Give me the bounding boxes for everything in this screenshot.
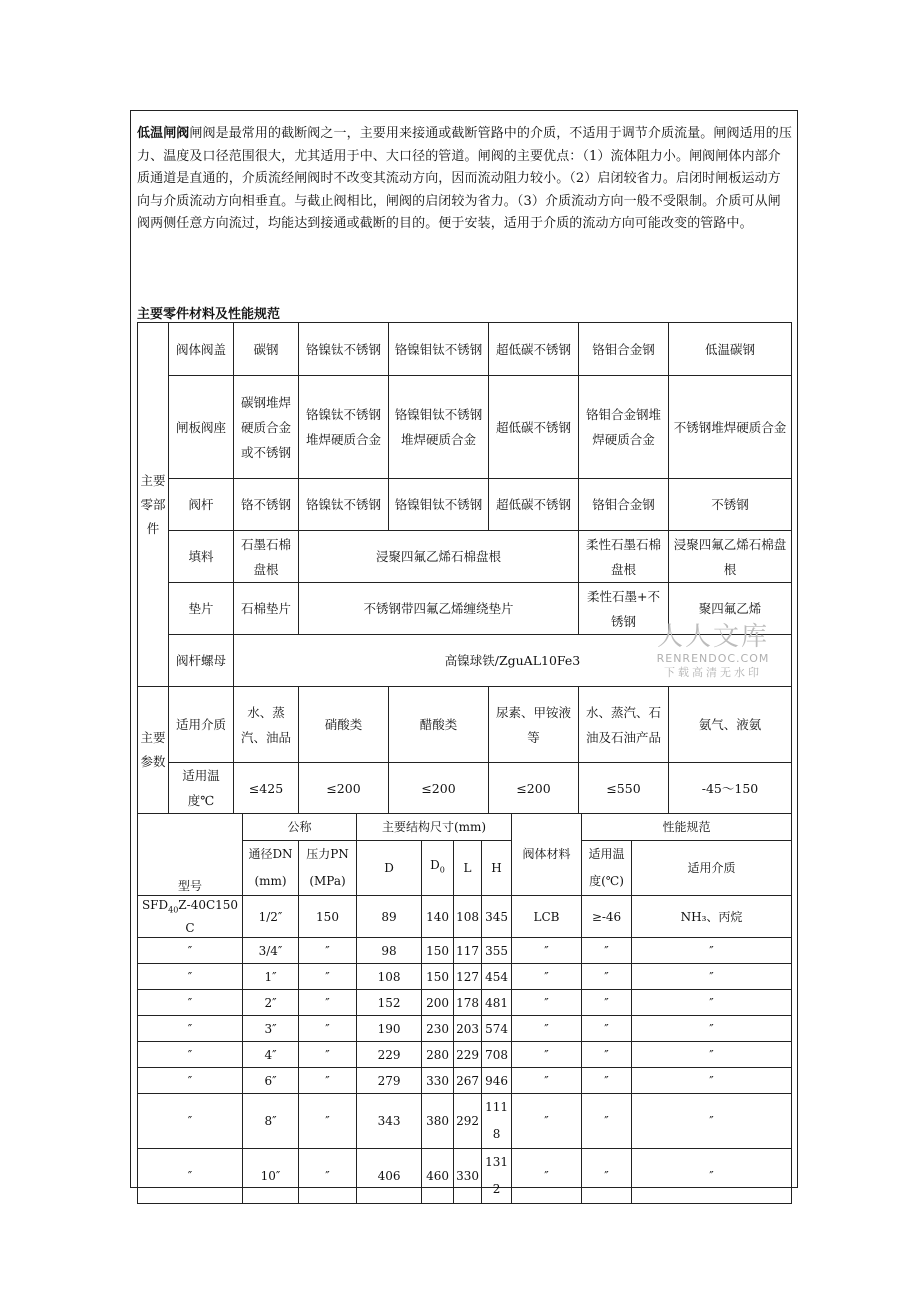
body-cell: ″ <box>512 938 582 964</box>
material-cell: 铬钼合金钢 <box>579 323 669 376</box>
material-cell: 柔性石墨+不锈钢 <box>579 583 669 635</box>
model-cell: ″ <box>138 990 243 1016</box>
material-cell: 碳钢 <box>234 323 299 376</box>
l-cell: 229 <box>454 1042 482 1068</box>
dn-cell: 1″ <box>243 964 299 990</box>
table-row <box>138 1149 792 1204</box>
material-cell: 不锈钢 <box>669 479 792 531</box>
medium-cell: ″ <box>632 938 792 964</box>
header-model <box>138 814 243 896</box>
pn-cell: ″ <box>299 1016 357 1042</box>
body-cell: LCB <box>512 896 582 938</box>
watermark-title: 人人文库 <box>656 622 769 652</box>
header-h: H <box>482 841 512 896</box>
model-cell: ″ <box>138 1016 243 1042</box>
body-cell: ″ <box>512 990 582 1016</box>
d0-cell: 330 <box>422 1068 454 1094</box>
material-cell: 铬镍钼钛不锈钢 <box>389 323 489 376</box>
param-label: 适用介质 <box>169 687 234 763</box>
material-cell: 铬镍钛不锈钢堆焊硬质合金 <box>299 376 389 479</box>
intro-text: 闸阀是最常用的截断阀之一，主要用来接通或截断管路中的介质，不适用于调节介质流量。闸阀适用的压力、温度及口径范围很大，尤其适用于中、大口径的管道。闸阀的主要优点：（1）流体阻力小。闸阀闸体内部介质通道是直通的，介质流经闸阀时不改变其流动方向，因而流动阻力较小。（2）启闭较省力。启闭时闸板运动方向与介质流动方向相垂直。与截止阀相比，闸阀的启闭较为省力。（3）介质流动方向一般不受限制。介质可从闸阀两侧任意方向流过，均能达到接通或截断的目的。便于安装，适用于介质的流动方向可能改变的管路中。 <box>137 126 793 232</box>
material-cell: 柔性石墨石棉盘根 <box>579 531 669 583</box>
body-cell: ″ <box>512 964 582 990</box>
l-cell: 117 <box>454 938 482 964</box>
intro-paragraph <box>137 123 792 236</box>
table-row <box>138 1016 792 1042</box>
material-cell: 铬镍钼钛不锈钢堆焊硬质合金 <box>389 376 489 479</box>
header-l: L <box>454 841 482 896</box>
pn-cell: ″ <box>299 964 357 990</box>
param-cell: 硝酸类 <box>299 687 389 763</box>
dn-cell: 4″ <box>243 1042 299 1068</box>
table-row <box>138 1068 792 1094</box>
material-cell: 不锈钢堆焊硬质合金 <box>669 376 792 479</box>
body-cell: ″ <box>512 1094 582 1149</box>
param-cell: -45～150 <box>669 763 792 814</box>
header-dn: 通径DN(mm) <box>243 841 299 896</box>
watermark-slogan: 下载高清无水印 <box>664 666 762 679</box>
model-sub: 40 <box>168 905 179 915</box>
d0-cell: 200 <box>422 990 454 1016</box>
l-cell: 292 <box>454 1094 482 1149</box>
h-cell: 355 <box>482 938 512 964</box>
part-label: 垫片 <box>169 583 234 635</box>
model-cell: ″ <box>138 1068 243 1094</box>
param-cell: ≤200 <box>299 763 389 814</box>
d0-cell: 380 <box>422 1094 454 1149</box>
body-cell: ″ <box>512 1068 582 1094</box>
param-cell: ≤425 <box>234 763 299 814</box>
model-cell <box>138 896 243 938</box>
part-label: 阀体阀盖 <box>169 323 234 376</box>
header-nominal: 公称 <box>243 814 357 841</box>
l-cell: 203 <box>454 1016 482 1042</box>
d-cell: 98 <box>357 938 422 964</box>
h-cell: 481 <box>482 990 512 1016</box>
param-cell: 醋酸类 <box>389 687 489 763</box>
part-label: 填料 <box>169 531 234 583</box>
dn-cell: 3″ <box>243 1016 299 1042</box>
pn-cell: ″ <box>299 938 357 964</box>
header-d0-sub: 0 <box>439 865 445 875</box>
material-cell: 碳钢堆焊硬质合金或不锈钢 <box>234 376 299 479</box>
material-cell: 石墨石棉盘根 <box>234 531 299 583</box>
model-cell: ″ <box>138 938 243 964</box>
h-cell: 574 <box>482 1016 512 1042</box>
spec-table <box>137 813 792 1204</box>
part-label: 阀杆螺母 <box>169 635 234 687</box>
d-cell: 190 <box>357 1016 422 1042</box>
medium-cell: NH₃、丙烷 <box>632 896 792 938</box>
group-parts-label: 主要零部件 <box>138 323 169 687</box>
material-cell: 超低碳不锈钢 <box>489 323 579 376</box>
temp-cell: ″ <box>582 1149 632 1204</box>
header-d: D <box>357 841 422 896</box>
header-temp: 适用温度(℃) <box>582 841 632 896</box>
dn-cell: 6″ <box>243 1068 299 1094</box>
d-cell: 89 <box>357 896 422 938</box>
material-cell: 浸聚四氟乙烯石棉盘根 <box>669 531 792 583</box>
material-cell: 超低碳不锈钢 <box>489 479 579 531</box>
h-cell: 946 <box>482 1068 512 1094</box>
param-cell: 氨气、液氨 <box>669 687 792 763</box>
l-cell: 127 <box>454 964 482 990</box>
model-cell: ″ <box>138 964 243 990</box>
d0-cell: 230 <box>422 1016 454 1042</box>
temp-cell: ″ <box>582 1042 632 1068</box>
medium-cell: ″ <box>632 1068 792 1094</box>
table-row <box>138 1094 792 1149</box>
table-row <box>138 964 792 990</box>
temp-cell: ″ <box>582 1068 632 1094</box>
model-post: Z-40C150C <box>178 898 239 936</box>
param-cell: 尿素、甲铵液等 <box>489 687 579 763</box>
temp-cell: ≥-46 <box>582 896 632 938</box>
table-row <box>138 990 792 1016</box>
h-cell: 708 <box>482 1042 512 1068</box>
materials-table <box>137 322 792 814</box>
param-cell: ≤200 <box>489 763 579 814</box>
d0-cell: 280 <box>422 1042 454 1068</box>
part-label: 阀杆 <box>169 479 234 531</box>
d-cell: 406 <box>357 1149 422 1204</box>
d0-cell: 150 <box>422 964 454 990</box>
body-cell: ″ <box>512 1042 582 1068</box>
material-cell: 聚四氟乙烯 <box>669 583 792 635</box>
d0-cell: 140 <box>422 896 454 938</box>
temp-cell: ″ <box>582 964 632 990</box>
temp-cell: ″ <box>582 990 632 1016</box>
h-cell: 454 <box>482 964 512 990</box>
temp-cell: ″ <box>582 1094 632 1149</box>
d-cell: 108 <box>357 964 422 990</box>
l-cell: 330 <box>454 1149 482 1204</box>
pn-cell: ″ <box>299 1149 357 1204</box>
model-cell: ″ <box>138 1042 243 1068</box>
header-d0 <box>422 841 454 896</box>
medium-cell: ″ <box>632 964 792 990</box>
body-cell: ″ <box>512 1149 582 1204</box>
watermark <box>648 622 778 680</box>
part-label: 闸板阀座 <box>169 376 234 479</box>
material-cell: 铬钼合金钢堆焊硬质合金 <box>579 376 669 479</box>
param-cell: 水、蒸汽、石油及石油产品 <box>579 687 669 763</box>
l-cell: 178 <box>454 990 482 1016</box>
d-cell: 229 <box>357 1042 422 1068</box>
param-cell: ≤550 <box>579 763 669 814</box>
group-params-label: 主要参数 <box>138 687 169 814</box>
pn-cell: 150 <box>299 896 357 938</box>
model-cell: ″ <box>138 1094 243 1149</box>
h-cell: 1118 <box>482 1094 512 1149</box>
header-pn: 压力PN(MPa) <box>299 841 357 896</box>
dn-cell: 1/2″ <box>243 896 299 938</box>
temp-cell: ″ <box>582 938 632 964</box>
material-cell: 石棉垫片 <box>234 583 299 635</box>
material-cell: 浸聚四氟乙烯石棉盘根 <box>299 531 579 583</box>
d-cell: 279 <box>357 1068 422 1094</box>
medium-cell: ″ <box>632 1016 792 1042</box>
material-cell: 铬钼合金钢 <box>579 479 669 531</box>
material-cell: 低温碳钢 <box>669 323 792 376</box>
dn-cell: 3/4″ <box>243 938 299 964</box>
l-cell: 108 <box>454 896 482 938</box>
intro-lead: 低温闸阀 <box>137 126 190 141</box>
d0-cell: 150 <box>422 938 454 964</box>
medium-cell: ″ <box>632 1042 792 1068</box>
material-cell: 不锈钢带四氟乙烯缠绕垫片 <box>299 583 579 635</box>
medium-cell: ″ <box>632 990 792 1016</box>
h-cell: 345 <box>482 896 512 938</box>
table-row <box>138 938 792 964</box>
param-cell: 水、蒸汽、油品 <box>234 687 299 763</box>
medium-cell: ″ <box>632 1149 792 1204</box>
watermark-domain: RENRENDOC.COM <box>656 652 770 665</box>
pn-cell: ″ <box>299 990 357 1016</box>
d0-cell: 460 <box>422 1149 454 1204</box>
table-row <box>138 1042 792 1068</box>
material-cell: 高镍球铁/ZguAL10Fe3 <box>234 635 792 687</box>
l-cell: 267 <box>454 1068 482 1094</box>
model-cell: ″ <box>138 1149 243 1204</box>
header-d0-main: D <box>430 858 440 873</box>
material-cell: 铬镍钼钛不锈钢 <box>389 479 489 531</box>
section-title: 主要零件材料及性能规范 <box>137 307 281 322</box>
param-cell: ≤200 <box>389 763 489 814</box>
header-body: 阀体材料 <box>512 814 582 896</box>
material-cell: 铬镍钛不锈钢 <box>299 323 389 376</box>
dn-cell: 2″ <box>243 990 299 1016</box>
medium-cell: ″ <box>632 1094 792 1149</box>
table-row <box>138 896 792 938</box>
pn-cell: ″ <box>299 1068 357 1094</box>
param-label: 适用温度℃ <box>169 763 234 814</box>
header-perf: 性能规范 <box>582 814 792 841</box>
material-cell: 铬镍钛不锈钢 <box>299 479 389 531</box>
temp-cell: ″ <box>582 1016 632 1042</box>
pn-cell: ″ <box>299 1094 357 1149</box>
material-cell: 超低碳不锈钢 <box>489 376 579 479</box>
body-cell: ″ <box>512 1016 582 1042</box>
pn-cell: ″ <box>299 1042 357 1068</box>
header-model-text: 型号 <box>177 879 202 893</box>
model-pre: SFD <box>141 898 169 912</box>
h-cell: 1312 <box>482 1149 512 1204</box>
dn-cell: 8″ <box>243 1094 299 1149</box>
material-cell: 铬不锈钢 <box>234 479 299 531</box>
dn-cell: 10″ <box>243 1149 299 1204</box>
header-dims: 主要结构尺寸(mm) <box>357 814 512 841</box>
d-cell: 343 <box>357 1094 422 1149</box>
d-cell: 152 <box>357 990 422 1016</box>
header-medium: 适用介质 <box>632 841 792 896</box>
